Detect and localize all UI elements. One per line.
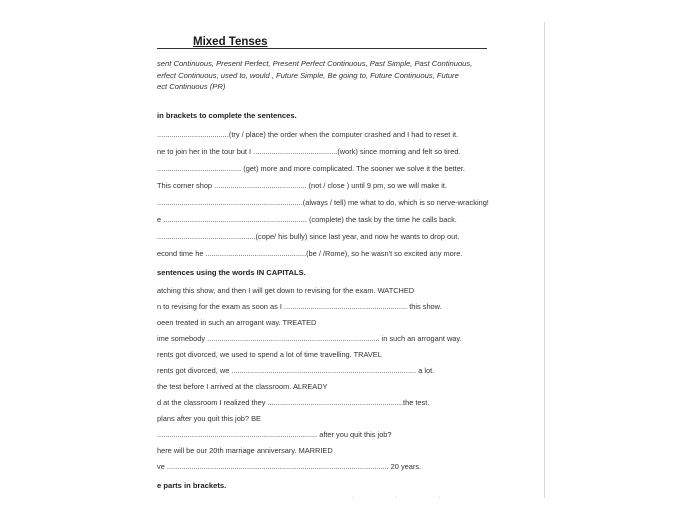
worksheet-title: Mixed Tenses [193, 36, 268, 48]
exercise-line: .............................................................................. after you quit this job? [157, 430, 392, 439]
exercise-line: ......................................... (get) more and more complicated. The sooner we solve it the better. [157, 164, 465, 173]
exercise-line: d at the classroom I realized they ..................................................................the test. [157, 398, 430, 407]
exercise-line: .......................................................................(always / tell) me what to do, which is so nerve-wracking! [157, 198, 489, 207]
title-underline [157, 48, 487, 49]
exercise-line: n to revising for the exam as soon as I ............................................................ this show. [157, 302, 442, 311]
exercise-line: rents got divorced, we .......................................................................................... a lot. [157, 366, 435, 375]
exercise-line: atching this show, and then I will get down to revising for the exam. WATCHED [157, 286, 415, 295]
exercise-line: e ...................................................................... (complete) the task by the time he calls back. [157, 215, 457, 224]
topics-line: ect Continuous (PR) [157, 82, 226, 91]
topics-list [157, 58, 517, 93]
exercise-line: ve ............................................................................................................ 20 years. [157, 462, 422, 471]
exercise-line: ................................................(cope/ his bully) since last year, and now he wants to drop out. [157, 232, 460, 241]
page-edge-divider [544, 22, 545, 498]
cropped-text-fragment: . . . [352, 494, 461, 500]
exercise-line: ...................................(try / place) the order when the computer crashed and I had to reset it. [157, 130, 459, 139]
topics-line: sent Continuous, Present Perfect, Present Perfect Continuous, Past Simple, Past Continuous, [157, 59, 473, 68]
section2-heading: sentences using the words IN CAPITALS. [157, 268, 306, 277]
exercise-line: This corner shop ............................................. (not / close ) until 9 pm, so we will make it. [157, 181, 447, 190]
exercise-line: plans after you quit this job? BE [157, 414, 261, 423]
exercise-line: ne to join her in the tour but I .........................................(work) since morning and felt so tired. [157, 147, 461, 156]
exercise-line: econd time he .................................................(be / /Rome), so he wasn't so excited any more. [157, 249, 463, 258]
exercise-line: rents got divorced, we used to spend a lot of time travelling. TRAVEL [157, 350, 382, 359]
exercise-line: here will be our 20th marriage anniversary. MARRIED [157, 446, 333, 455]
exercise-line: ime somebody .................................................................................... in such an arrogant way. [157, 334, 462, 343]
section3-heading: e parts in brackets. [157, 481, 227, 490]
exercise-line: the test before I arrived at the classroom. ALREADY [157, 382, 328, 391]
section1-heading: in brackets to complete the sentences. [157, 111, 297, 120]
exercise-line: oeen treated in such an arrogant way. TREATED [157, 318, 317, 327]
topics-line: erfect Continuous, used to, would , Future Simple, Be going to, Future Continuous, Future [157, 70, 459, 80]
